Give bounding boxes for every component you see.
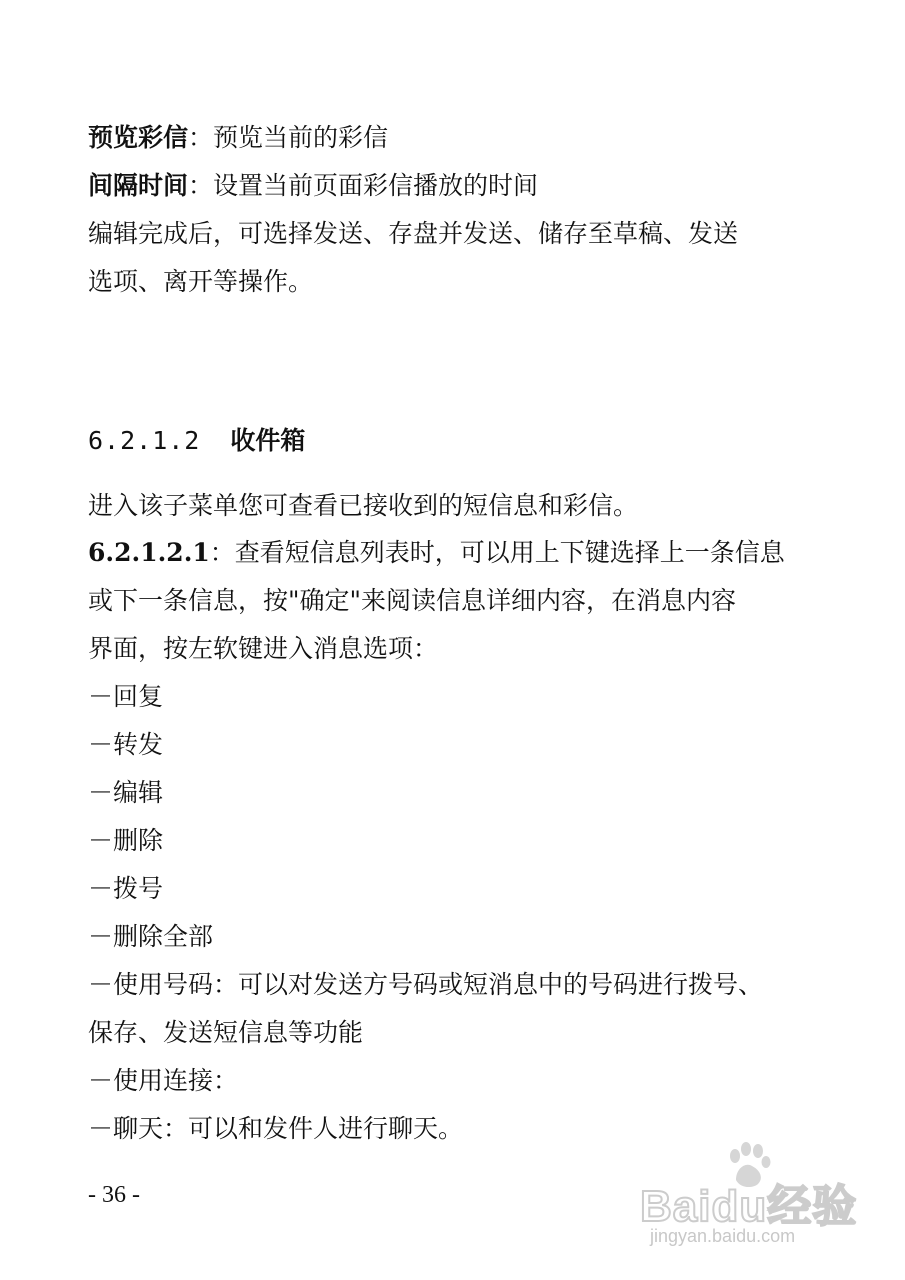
option-use-number: －使用号码：可以对发送方号码或短消息中的号码进行拨号、 [88, 970, 764, 999]
option-use-link: －使用连接： [88, 1066, 239, 1095]
option-use-number-cont: 保存、发送短信息等功能 [88, 1018, 364, 1047]
baidu-watermark [640, 1140, 890, 1250]
subsection-line-3: 界面，按左软键进入消息选项： [88, 634, 439, 663]
preview-label: 预览彩信 [88, 123, 189, 152]
option-dial: －拨号 [88, 874, 164, 903]
after-edit-line-2: 选项、离开等操作。 [88, 267, 314, 296]
watermark-url: jingyan.baidu.com [650, 1226, 796, 1246]
preview-line [88, 122, 388, 154]
option-chat: －聊天：可以和发件人进行聊天。 [88, 1114, 464, 1143]
subsection-text: ：查看短信息列表时，可以用上下键选择上一条信息 [209, 538, 785, 567]
option-delete: －删除 [88, 826, 164, 855]
preview-text: ：预览当前的彩信 [188, 123, 389, 152]
option-delete-all: －删除全部 [88, 922, 214, 951]
interval-label: 间隔时间 [88, 171, 189, 200]
interval-text: ：设置当前页面彩信播放的时间 [188, 171, 539, 200]
section-heading [88, 425, 305, 457]
interval-line [88, 170, 538, 202]
option-reply: －回复 [88, 682, 164, 711]
section-title: 收件箱 [230, 426, 306, 455]
section-number: 6.2.1.2 [88, 426, 201, 455]
watermark-logo: Baidu经验 [640, 1182, 858, 1231]
intro-paragraph: 进入该子菜单您可查看已接收到的短信息和彩信。 [88, 491, 639, 520]
subsection-line-2: 或下一条信息，按"确定"来阅读信息详细内容，在消息内容 [88, 586, 737, 615]
option-forward: －转发 [88, 730, 164, 759]
after-edit-line-1: 编辑完成后，可选择发送、存盘并发送、储存至草稿、发送 [88, 219, 739, 248]
subsection-line [88, 537, 785, 569]
option-edit: －编辑 [88, 778, 164, 807]
subsection-label: 6.2.1.2.1 [88, 538, 210, 567]
page-number: - 36 - [88, 1182, 140, 1208]
